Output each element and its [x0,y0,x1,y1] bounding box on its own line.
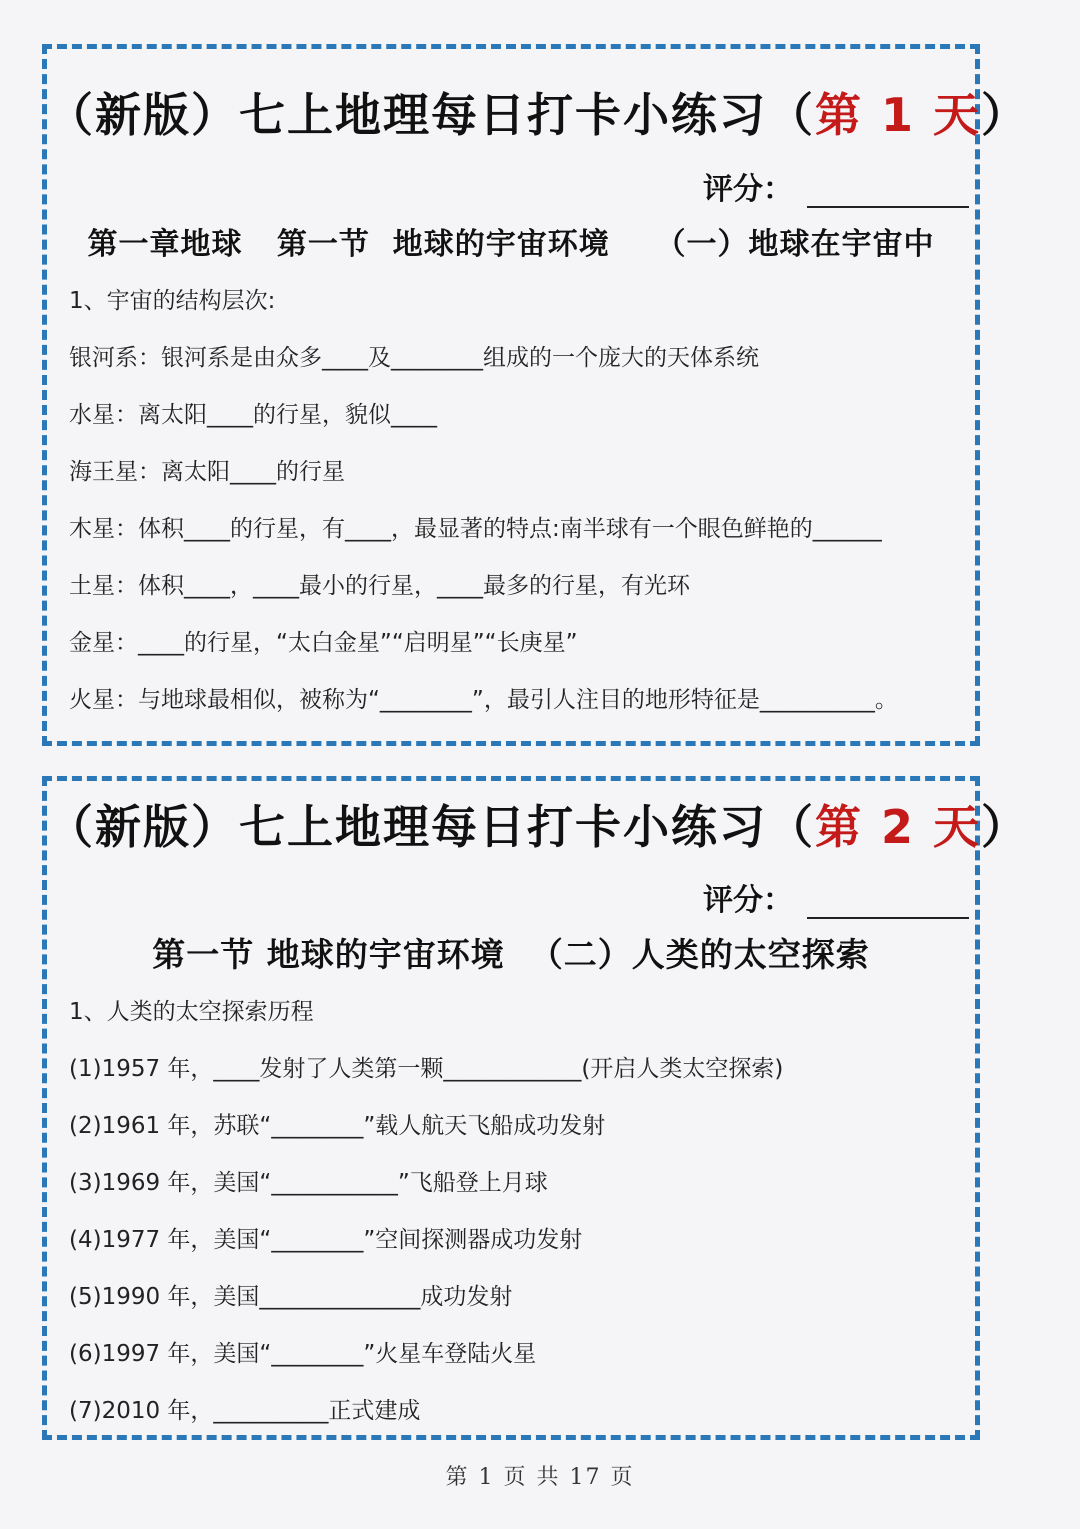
card-title [47,79,1030,145]
question-line: (3)1969 年，美国“___________”飞船登上月球 [69,1170,548,1196]
daily-practice-card-day2 [42,776,1030,1440]
title-prefix: （新版）七上地理每日打卡小练习（ [47,800,815,854]
title-suffix: ） [981,88,1030,142]
section-heading: 第一节 地球的宇宙环境 （二）人类的太空探索 [152,935,870,974]
score-blank [807,180,969,208]
title-prefix: （新版）七上地理每日打卡小练习（ [47,88,815,142]
card-title [47,791,1030,857]
question-line: (6)1997 年，美国“________”火星车登陆火星 [69,1341,537,1367]
section-heading: 第一章地球 第一节 地球的宇宙环境 （一）地球在宇宙中 [87,227,935,262]
question-line: (4)1977 年，美国“________”空间探测器成功发射 [69,1227,583,1253]
question-line: 金星：____的行星，“太白金星”“启明星”“长庚星” [69,630,578,656]
score-field [703,164,969,208]
question-line: (1)1957 年，____发射了人类第一颗____________(开启人类太空探索) [69,1056,784,1082]
question-line: 1、宇宙的结构层次: [69,288,276,314]
daily-practice-card-day1 [42,44,1030,746]
score-field [703,875,969,919]
question-line: 银河系：银河系是由众多____及________组成的一个庞大的天体系统 [69,345,759,371]
score-label: 评分： [703,172,793,207]
question-line: 水星：离太阳____的行星，貌似____ [69,402,437,428]
question-line: 1、人类的太空探索历程 [69,999,314,1025]
question-line: 火星：与地球最相似，被称为“________”，最引人注目的地形特征是__________。 [69,687,898,713]
question-line: (5)1990 年，美国______________成功发射 [69,1284,513,1310]
title-suffix: ） [981,800,1030,854]
question-line: 土星：体积____，____最小的行星，____最多的行星，有光环 [69,573,690,599]
question-line: 海王星：离太阳____的行星 [69,459,345,485]
score-label: 评分： [703,883,793,918]
score-blank [807,891,969,919]
question-line: (7)2010 年，__________正式建成 [69,1398,421,1424]
question-line: (2)1961 年，苏联“________”载人航天飞船成功发射 [69,1113,606,1139]
title-day: 第 2 天 [815,800,982,854]
question-line: 木星：体积____的行星，有____，最显著的特点:南半球有一个眼色鲜艳的______ [69,516,882,542]
page-number-footer: 第 1 页 共 17 页 [445,1465,635,1490]
title-day: 第 1 天 [815,88,982,142]
